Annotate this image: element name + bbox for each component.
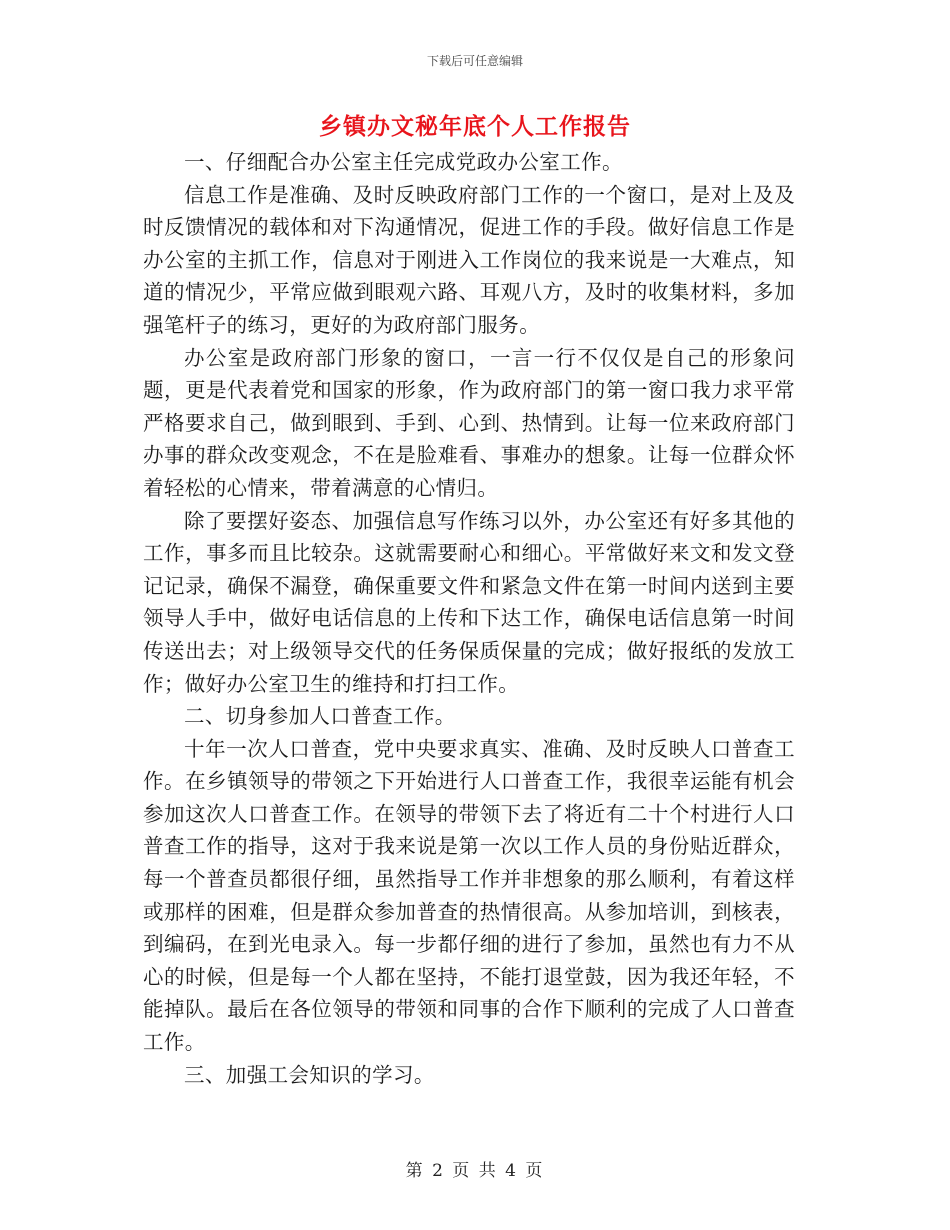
section-heading-3: 三、加强工会知识的学习。	[184, 1062, 435, 1087]
section-heading-1: 一、仔细配合办公室主任完成党政办公室工作。	[184, 150, 623, 174]
body-paragraph: 办公室是政府部门形象的窗口，一言一行不仅仅是自己的形象问题，更是代表着党和国家的形象，作为政府部门的第一窗口我力求平常严格要求自己，做到眼到、手到、心到、热情到。让每一位来政府部门办事的群众改变观念，不在是脸难看、事难办的想象。让每一位群众怀着轻松的心情来，带着满意的心情归。	[143, 345, 795, 500]
body-paragraph: 十年一次人口普查，党中央要求真实、准确、及时反映人口普查工作。在乡镇领导的带领之下开始进行人口普查工作，我很幸运能有机会参加这次人口普查工作。在领导的带领下去了将近有二十个村进行人口普查工作的指导，这对于我来说是第一次以工作人员的身份贴近群众，每一个普查员都很仔细，虽然指导工作并非想象的那么顺利，有着这样或那样的困难，但是群众参加普查的热情很高。从参加培训，到核表，到编码，在到光电录入。每一步都仔细的进行了参加，虽然也有力不从心的时候，但是每一个人都在坚持，不能打退堂鼓，因为我还年轻，不能掉队。最后在各位领导的带领和同事的合作下顺利的完成了人口普查工作。	[143, 736, 795, 1055]
document-title: 乡镇办文秘年底个人工作报告	[319, 113, 631, 140]
total-page-count: 4	[505, 1161, 518, 1181]
section-heading-2: 二、切身参加人口普查工作。	[184, 704, 456, 729]
footer-suffix: 页	[525, 1161, 545, 1181]
body-paragraph: 信息工作是准确、及时反映政府部门工作的一个窗口，是对上及及时反馈情况的载体和对下沟通情况，促进工作的手段。做好信息工作是办公室的主抓工作，信息对于刚进入工作岗位的我来说是一大难点，知道的情况少，平常应做到眼观六路、耳观八方，及时的收集材料，多加强笔杆子的练习，更好的为政府部门服务。	[143, 182, 795, 337]
current-page-number: 2	[432, 1161, 445, 1181]
footer-prefix: 第	[405, 1161, 425, 1181]
document-body	[143, 146, 795, 1091]
page-footer	[0, 1156, 950, 1181]
header-note: 下载后可任意编辑	[426, 54, 523, 68]
footer-middle: 页 共	[452, 1161, 498, 1181]
body-paragraph: 除了要摆好姿态、加强信息写作练习以外，办公室还有好多其他的工作，事多而且比较杂。这就需要耐心和细心。平常做好来文和发文登记记录，确保不漏登，确保重要文件和紧急文件在第一时间内送到主要领导人手中，做好电话信息的上传和下达工作，确保电话信息第一时间传送出去；对上级领导交代的任务保质保量的完成；做好报纸的发放工作；做好办公室卫生的维持和打扫工作。	[143, 508, 795, 696]
